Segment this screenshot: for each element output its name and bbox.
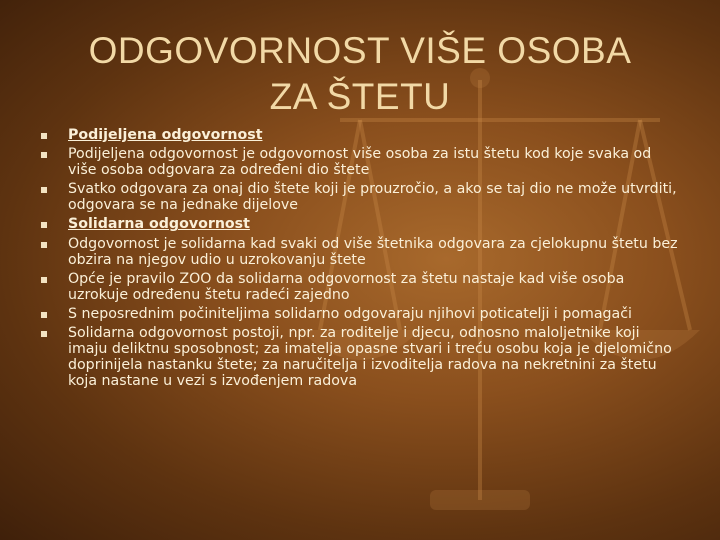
bullet-icon: [41, 242, 47, 248]
bullet-text: Svatko odgovara za onaj dio štete koji je prouzročio, a ako se taj dio ne može utvrditi, odgovara se na jednake dijelove: [68, 181, 677, 214]
title-line-2: ZA ŠTETU: [269, 76, 451, 117]
list-item: [38, 237, 678, 269]
bullet-icon: [41, 133, 47, 139]
bullet-text: S neposrednim počiniteljima solidarno odgovaraju njihovi poticatelji i pomagači: [68, 305, 632, 322]
bullet-text: Odgovornost je solidarna kad svaki od više štetnika odgovara za cjelokupnu štetu bez obzira na njegov udio u uzrokovanju štete: [68, 235, 678, 268]
bullet-text: Podijeljena odgovornost: [68, 127, 263, 143]
bullet-text: Solidarna odgovornost: [68, 216, 250, 233]
list-item: [38, 307, 678, 323]
page-title: [0, 28, 720, 120]
bullet-icon: [41, 187, 47, 193]
bullet-text: Opće je pravilo ZOO da solidarna odgovornost za štetu nastaje kad više osoba uzrokuje određenu štetu radeći zajedno: [68, 270, 625, 303]
list-item: [38, 182, 678, 214]
list-item: [38, 217, 678, 233]
title-line-1: ODGOVORNOST VIŠE OSOBA: [88, 30, 632, 71]
bullet-text: Solidarna odgovornost postoji, npr. za roditelje i djecu, odnosno maloljetnike koji imaju deliktnu sposobnost; za imatelja opasne stvari i treću osobu koja je djelomično doprinijela nastanku štete; za naručitelja i izvoditelja radova na nekretnini za štetu koja nastane u vezi s izvođenjem radova: [68, 325, 672, 389]
bullet-text: Podijeljena odgovornost je odgovornost više osoba za istu štetu kod koje svaka od više osoba odgovara za određeni dio štete: [68, 146, 652, 179]
list-item: [38, 326, 678, 389]
bullet-icon: [41, 331, 47, 337]
bullet-icon: [41, 222, 47, 228]
bullet-list: [38, 128, 678, 393]
list-item: [38, 272, 678, 304]
list-item: [38, 147, 678, 179]
list-item: [38, 128, 678, 144]
bullet-icon: [41, 277, 47, 283]
bullet-icon: [41, 312, 47, 318]
bullet-icon: [41, 152, 47, 158]
